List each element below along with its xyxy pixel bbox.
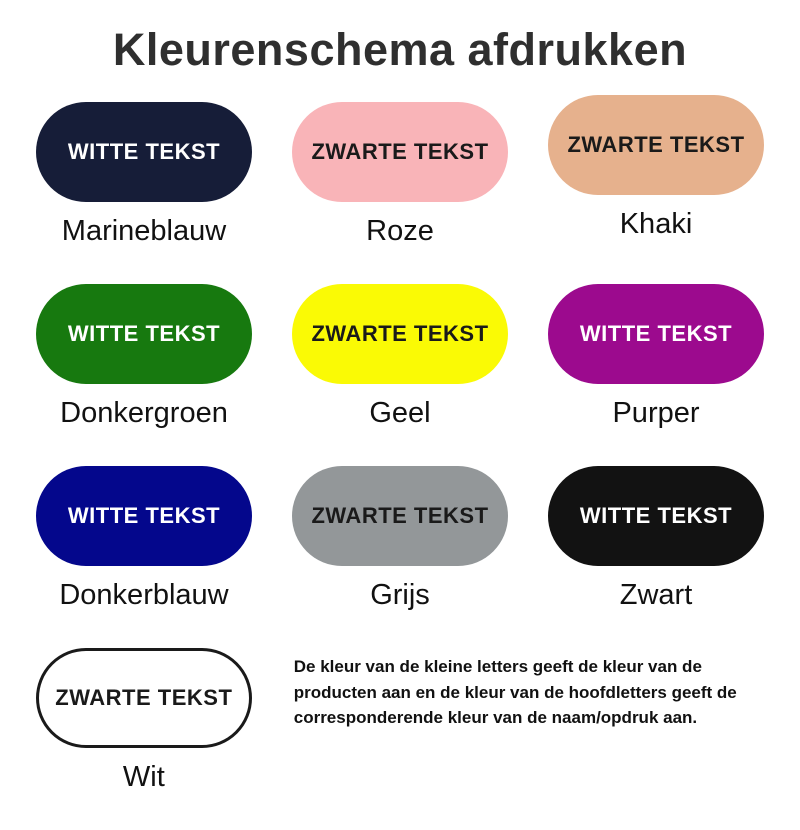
color-pill — [36, 648, 252, 748]
swatch-name: Zwart — [619, 579, 693, 611]
swatch-row-2 — [16, 284, 784, 466]
swatch-name: Donkergroen — [60, 397, 228, 429]
swatch-name: Marineblauw — [61, 215, 227, 247]
swatch-row-3 — [16, 466, 784, 648]
pill-print-text: WITTE TEKST — [67, 503, 221, 528]
color-pill — [36, 466, 252, 566]
pill-print-text: ZWARTE TEKST — [55, 685, 233, 710]
swatch-name: Geel — [369, 397, 431, 429]
color-pill — [292, 284, 508, 384]
pill-print-text: WITTE TEKST — [67, 321, 221, 346]
swatch-purper — [528, 284, 784, 466]
legend-explanation-text: De kleur van de kleine letters geeft de kleur van de producten aan en de kleur van de hoofdletters geeft de corresponderende kleur van de naam/opdruk aan. — [293, 657, 737, 727]
swatch-grid — [0, 102, 800, 830]
swatch-name: Donkerblauw — [59, 579, 229, 611]
color-pill — [548, 466, 764, 566]
swatch-row-1 — [16, 102, 784, 284]
pill-print-text: ZWARTE TEKST — [311, 321, 489, 346]
color-pill — [36, 284, 252, 384]
color-pill — [36, 102, 252, 202]
color-pill — [292, 466, 508, 566]
pill-print-text: ZWARTE TEKST — [311, 139, 489, 164]
swatch-name: Grijs — [370, 579, 430, 611]
swatch-geel — [272, 284, 528, 466]
swatch-marineblauw — [16, 102, 272, 284]
pill-print-text: ZWARTE TEKST — [311, 503, 489, 528]
swatch-name: Roze — [366, 215, 434, 247]
swatch-wit — [16, 648, 272, 830]
swatch-name: Wit — [122, 761, 165, 793]
color-pill — [548, 95, 764, 195]
pill-print-text: WITTE TEKST — [579, 503, 733, 528]
swatch-zwart — [528, 466, 784, 648]
page-title: Kleurenschema afdrukken — [112, 24, 688, 75]
color-pill — [292, 102, 508, 202]
swatch-row-4 — [16, 648, 784, 830]
pill-print-text: WITTE TEKST — [579, 321, 733, 346]
swatch-name: Purper — [612, 397, 700, 429]
swatch-name: Khaki — [619, 208, 693, 240]
swatch-grijs — [272, 466, 528, 648]
swatch-roze — [272, 102, 528, 284]
pill-print-text: ZWARTE TEKST — [567, 132, 745, 157]
pill-print-text: WITTE TEKST — [67, 139, 221, 164]
color-pill — [548, 284, 764, 384]
swatch-donkergroen — [16, 284, 272, 466]
swatch-khaki — [528, 95, 784, 277]
swatch-donkerblauw — [16, 466, 272, 648]
